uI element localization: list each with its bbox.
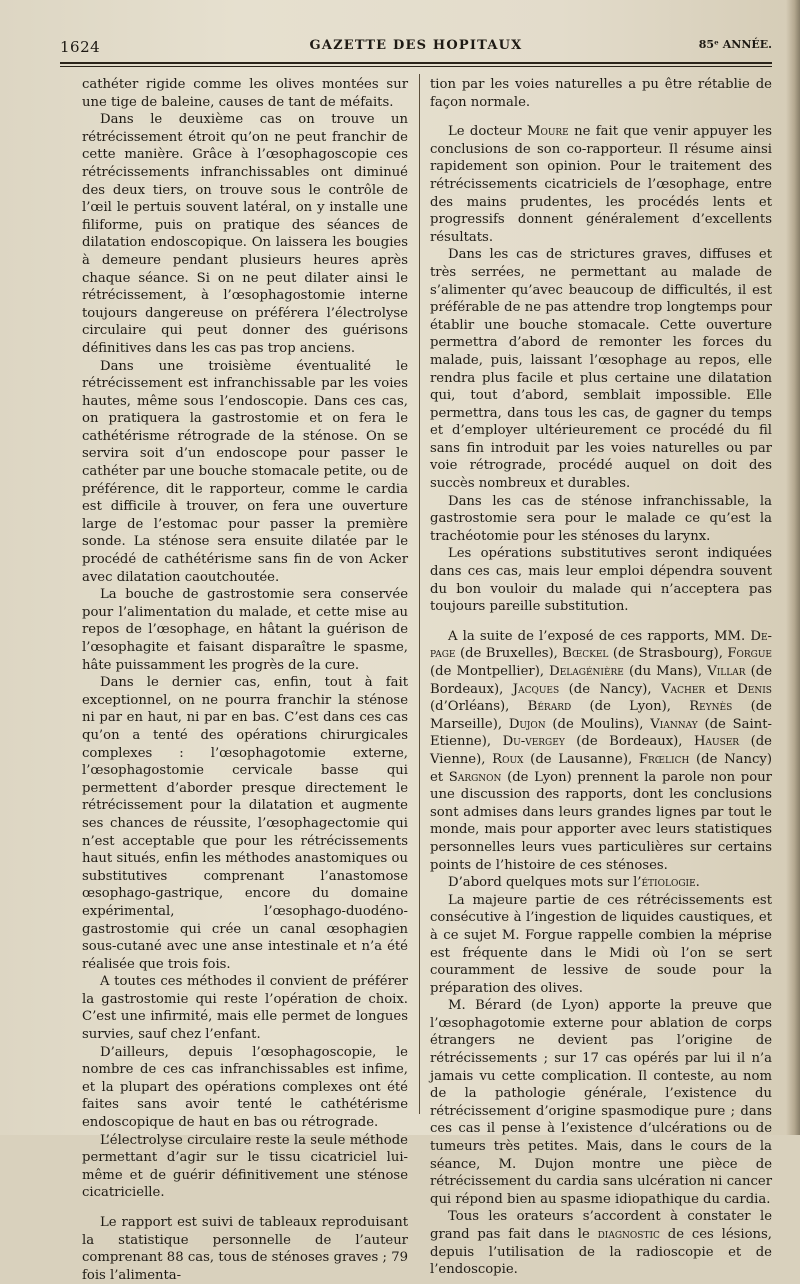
text-run: (de Saint-Etienne), — [430, 716, 772, 750]
speaker-name: Bœckel — [562, 646, 609, 662]
author-name: Moure — [526, 124, 569, 140]
text-run: (de Lyon), — [571, 699, 690, 715]
speaker-name: Frœlich — [638, 751, 690, 767]
paragraph: Les opérations substitutives seront indiquées dans ces cas, mais leur emploi dépendra souvent du bon vouloir du malade qui n’acceptera pas toujours pareille substitution. — [430, 546, 772, 615]
speaker-name: Dujon — [508, 716, 546, 732]
speaker-name: Du-vergey — [502, 734, 565, 750]
text-run: (de Bordeaux), — [430, 664, 772, 697]
speaker-name: Reynès — [689, 699, 733, 715]
paragraph: Dans le dernier cas, enfin, tout à fait exceptionnel, on ne pourra franchir la sténose ni par en haut, ni par en bas. C’est dans ces cas qu’on a tenté des opérations chirurgicales complexes : l’œsophagotomie externe, l’œsophagostomie cervicale basse qui permettent d’aborder presque directement le rétrécissement pour la dilatation et augmente ses chances de réussite, l’œsophagectomie qui n’est acceptable que pour les rétrécissements haut situés, enfin les méthodes anastomiques ou substitutives comprenant l’anastomose œsophago-gastrique, encore du domaine expérimental, l’œsophago-duodéno-gastrostomie qui crée un canal œsophagien sous-cutané avec une anse intestinale et n’a été réalisée que trois fois. — [82, 675, 408, 972]
header-rule — [60, 62, 772, 64]
paragraph: La bouche de gastrostomie sera conservée pour l’alimentation du malade, et cette mise au repos de l’œsophage, en hâtant la guérison de l’œsophagite et faisant disparaître le spasme, hâte puissamment les progrès de la cure. — [82, 587, 408, 673]
text-run: et — [705, 681, 738, 697]
text-run: (de Bruxelles), — [455, 646, 563, 662]
speaker-name: Delagénière — [549, 664, 624, 679]
paragraph: Dans une troisième éventualité le rétrécissement est infranchissable par les voies hautes, même sous l’endoscopie. Dans ces cas, on pratiquera la gastrostomie et on fera le cathétérisme rétrograde de la sténose. On se servira soit d’un endoscope pour passer le cathéter par une bouche stomacale petite, ou de préférence, dit le rapporteur, comme le cardia est difficile à trouver, on fera une ouverture large de l’estomac pour passer la première sonde. La sténose sera ensuite dilatée par le procédé de cathétérisme sans fin de von Acker avec dilatation caoutchoutée. — [82, 358, 408, 585]
speaker-name: Viannay — [650, 716, 698, 732]
text-run: (de Nancy), — [559, 681, 662, 697]
paragraph: La majeure partie de ces rétrécissements est consécutive à l’ingestion de liquides caustiques, et à ce sujet M. Forgue rappelle combien la méprise est fréquente dans le Midi où l’on se sert couramment de lessive de soude pour la préparation des olives. — [430, 892, 772, 996]
right-column — [430, 76, 772, 1279]
speaker-name: Roux — [492, 751, 524, 767]
paragraph — [430, 123, 772, 246]
speaker-name: Jacques — [512, 681, 560, 697]
text-run: Le docteur — [448, 124, 527, 140]
paragraph: A toutes ces méthodes il convient de préférer la gastrostomie qui reste l’opération de choix. C’est une infirmité, mais elle permet de longues survies, sauf chez l’enfant. — [82, 974, 408, 1043]
paragraph-speakers — [430, 628, 772, 874]
volume-label: 85ᵉ ANNÉE. — [698, 38, 772, 51]
speaker-name: Bérard — [527, 699, 572, 715]
text-run: (de Marseille), — [430, 699, 772, 732]
speaker-name: Hauser — [693, 734, 740, 750]
speaker-name: Vacher — [661, 681, 706, 697]
header-rule-thin — [60, 66, 772, 67]
speaker-name: Denis — [737, 681, 772, 697]
page-header — [60, 36, 772, 60]
speaker-name: Villar — [707, 664, 746, 679]
text-run: de ces lésions, depuis l’utilisation de la radioscopie et de l’endoscopie. — [430, 1227, 772, 1278]
paragraph: cathéter rigide comme les olives montées sur une tige de baleine, causes de tant de méfaits. — [82, 77, 408, 110]
page-number: 1624 — [60, 38, 101, 56]
text-run: (de Moulins), — [545, 716, 651, 732]
text-run: A la suite de l’exposé de ces rapports, MM. — [448, 628, 751, 644]
text-run: (de Montpellier), — [430, 664, 550, 679]
left-column — [82, 76, 408, 1284]
paragraph — [430, 1208, 772, 1278]
text-run: Tous les orateurs s’accordent à constater le grand pas fait dans le — [430, 1209, 772, 1242]
column-divider — [419, 74, 420, 1114]
paragraph: Dans les cas de sténose infranchissable, la gastrostomie sera pour le malade ce qu’est la trachéotomie pour les sténoses du larynx. — [430, 493, 772, 544]
page-edge-shadow — [786, 0, 800, 1135]
section-term: diagnostic — [597, 1227, 660, 1242]
text-run: (du Mans), — [623, 664, 708, 679]
text-run: (de Strasbourg), — [608, 646, 728, 662]
paragraph: D’ailleurs, depuis l’œsophagoscopie, le nombre de ces cas infranchissables est infime, et la plupart des opérations complexes ont été faites sans avoir tenté le cathétérisme endoscopique de haut en bas ou rétrograde. — [82, 1044, 408, 1131]
speaker-name: Sargnon — [448, 769, 502, 785]
speaker-name: Forgue — [727, 646, 772, 662]
paragraph: Le rapport est suivi de tableaux reproduisant la statistique personnelle de l’auteur comprenant 88 cas, tous de sténoses graves ; 79 fois l’alimenta- — [82, 1215, 408, 1283]
text-run: . — [695, 875, 700, 891]
text-run: (de Lyon) prennent la parole non pour une discussion des rapports, dont les conclusions sont admises dans leurs grandes lignes par tout le monde, mais pour apporter avec leurs statistiques personnelles leurs vues particulières sur certains points de l’histoire de ces sténoses. — [430, 769, 772, 873]
section-term: étiologie — [641, 875, 696, 891]
paragraph: tion par les voies naturelles a pu être rétablie de façon normale. — [430, 77, 772, 110]
text-run: D’abord quelques mots sur l’ — [448, 875, 642, 891]
paragraph — [430, 874, 772, 892]
text-run: (de Bordeaux), — [564, 734, 694, 750]
text-run: ne fait que venir appuyer les conclusions de son co-rapporteur. Il résume ainsi rapidement son opinion. Pour le traitement des rétrécissements cicatriciels de l’œsophage, entre des mains prudentes, les procédés lents et progressifs donnent généralement d’excellents résultats. — [430, 124, 772, 245]
text-run: (de Vienne), — [430, 734, 772, 767]
speaker-name: De-page — [430, 628, 772, 662]
journal-title: GAZETTE DES HOPITAUX — [309, 38, 523, 53]
paragraph: L’électrolyse circulaire reste la seule méthode permettant d’agir sur le tissu cicatriciel lui-même et de guérir définitivement une sténose cicatricielle. — [82, 1132, 408, 1201]
text-run: (de Lausanne), — [523, 751, 639, 767]
text-run: (de Nancy) et — [430, 751, 772, 785]
text-run: (d’Orléans), — [430, 699, 528, 715]
paragraph: Dans le deuxième cas on trouve un rétrécissement étroit qu’on ne peut franchir de cette manière. Grâce à l’œsophagoscopie ces rétrécissements infranchissables ont diminué des deux tiers, on trouve sous le contrôle de l’œil le pertuis souvent latéral, on y installe une filiforme, puis on pratique des séances de dilatation endoscopique. On laissera les bougies à demeure pendant plusieurs heures après chaque séance. Si on ne peut dilater ainsi le rétrécissement, à l’œsophagostomie interne toujours dangereuse on préférera l’électrolyse circulaire qui peut donner des guérisons définitives dans les cas pas trop anciens. — [82, 112, 408, 356]
paragraph: M. Bérard (de Lyon) apporte la preuve que l’œsophagotomie externe pour ablation de corps étrangers ne devient pas l’origine de rétrécissements ; sur 17 cas opérés par lui il n’a jamais vu cette complication. Il conteste, au nom de la pathologie générale, l’existence du rétrécissement d’origine spasmodique pure ; dans ces cas il pense à l’existence d’ulcérations ou de tumeurs très petites. Mais, dans le cours de la séance, M. Dujon montre une pièce de rétrécissement du cardia sans ulcération ni cancer qui répond bien au spasme idiopathique du cardia. — [430, 998, 772, 1207]
paragraph: Dans les cas de strictures graves, diffuses et très serrées, ne permettant au malade de s’alimenter qu’avec beaucoup de difficultés, il est préférable de ne pas attendre trop longtemps pour établir une bouche stomacale. Cette ouverture permettra d’abord de remonter les forces du malade, puis, laissant l’œsophage au repos, elle rendra plus facile et plus certaine une dilatation qui, tout d’abord, semblait impossible. Elle permettra, dans tous les cas, de gagner du temps et d’employer ultérieurement ce procédé du fil sans fin introduit par les voies naturelles ou par voie rétrograde, procédé auquel on doit des succès nombreux et durables. — [430, 247, 772, 492]
